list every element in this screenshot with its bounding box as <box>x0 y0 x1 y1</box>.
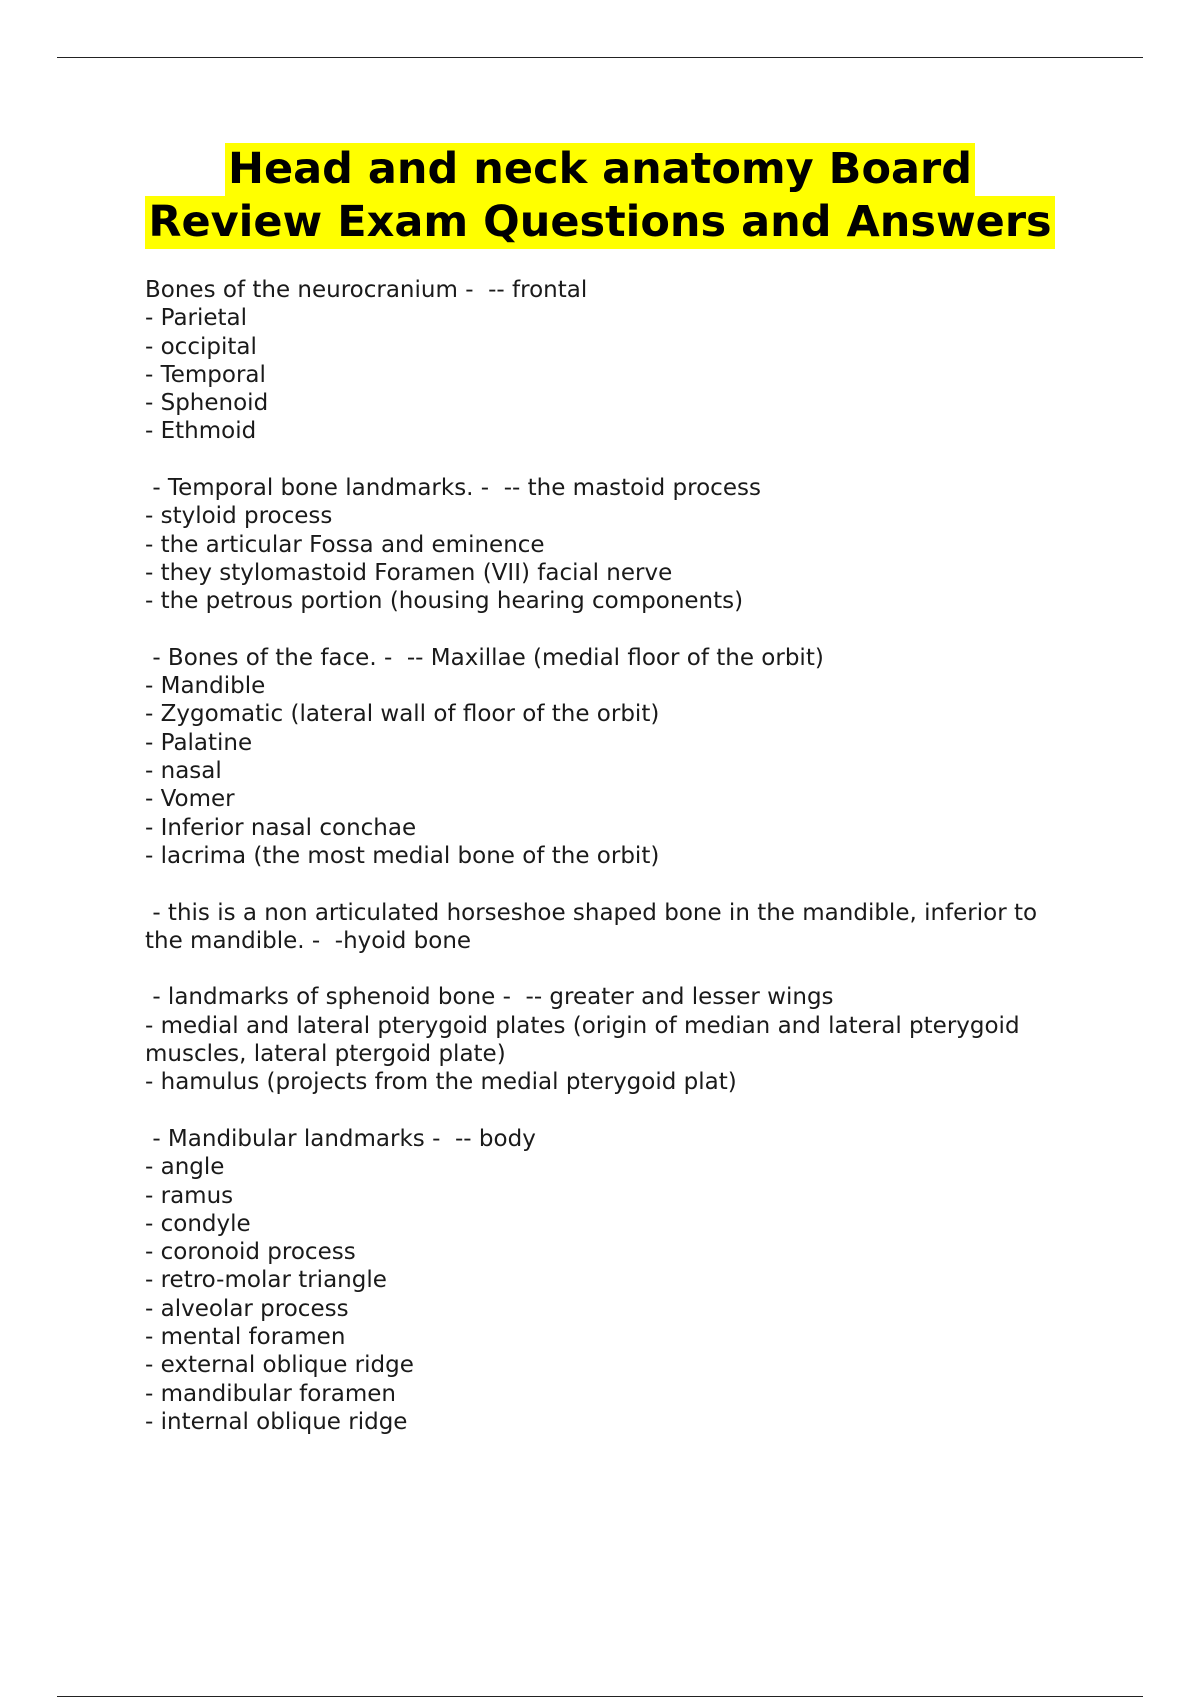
document-body <box>145 276 1085 1436</box>
qa-block <box>145 899 1085 956</box>
text-line: - external oblique ridge <box>145 1352 414 1379</box>
text-line: - Ethmoid <box>145 418 257 445</box>
text-line: - Vomer <box>145 786 235 813</box>
text-line: muscles, lateral ptergoid plate) <box>145 1041 506 1068</box>
text-line: - the articular Fossa and eminence <box>145 531 545 558</box>
text-line: - medial and lateral pterygoid plates (origin of median and lateral pterygoid <box>145 1012 1020 1039</box>
text-line: - mandibular foramen <box>145 1380 396 1407</box>
text-line: - Palatine <box>145 729 253 756</box>
text-line: - Bones of the face. - -- Maxillae (medial floor of the orbit) <box>145 644 824 671</box>
text-line: - alveolar process <box>145 1295 349 1322</box>
text-line: - hamulus (projects from the medial pterygoid plat) <box>145 1069 737 1096</box>
text-line: - Inferior nasal conchae <box>145 814 417 841</box>
text-line: - occipital <box>145 333 257 360</box>
text-line: - internal oblique ridge <box>145 1408 408 1435</box>
qa-block <box>145 644 1085 870</box>
text-line: - lacrima (the most medial bone of the orbit) <box>145 842 660 869</box>
text-line: the mandible. - -hyoid bone <box>145 927 472 954</box>
title-line-1: Head and neck anatomy Board <box>225 143 975 196</box>
text-line: - ramus <box>145 1182 234 1209</box>
text-line: - Parietal <box>145 305 248 332</box>
top-rule <box>57 57 1143 58</box>
qa-block <box>145 474 1085 615</box>
text-line: - Mandible <box>145 673 266 700</box>
text-line: - mental foramen <box>145 1323 346 1350</box>
text-line: - styloid process <box>145 503 333 530</box>
qa-block <box>145 1125 1085 1436</box>
bottom-rule <box>57 1696 1143 1697</box>
text-line: - Temporal <box>145 361 266 388</box>
text-line: - Mandibular landmarks - -- body <box>145 1125 536 1152</box>
text-line: - Temporal bone landmarks. - -- the mastoid process <box>145 475 761 502</box>
document-title <box>100 143 1100 249</box>
text-line: - nasal <box>145 758 222 785</box>
text-line: - they stylomastoid Foramen (VII) facial nerve <box>145 559 673 586</box>
text-line: - angle <box>145 1154 225 1181</box>
text-line: - landmarks of sphenoid bone - -- greater and lesser wings <box>145 984 834 1011</box>
qa-block <box>145 276 1085 446</box>
qa-block <box>145 983 1085 1096</box>
text-line: - Sphenoid <box>145 390 269 417</box>
text-line: - coronoid process <box>145 1239 356 1266</box>
text-line: Bones of the neurocranium - -- frontal <box>145 277 588 303</box>
text-line: - this is a non articulated horseshoe shaped bone in the mandible, inferior to <box>145 899 1038 926</box>
title-line-2: Review Exam Questions and Answers <box>145 196 1054 249</box>
text-line: - condyle <box>145 1210 251 1237</box>
text-line: - Zygomatic (lateral wall of floor of the orbit) <box>145 701 660 728</box>
text-line: - the petrous portion (housing hearing components) <box>145 588 744 615</box>
text-line: - retro-molar triangle <box>145 1267 387 1294</box>
